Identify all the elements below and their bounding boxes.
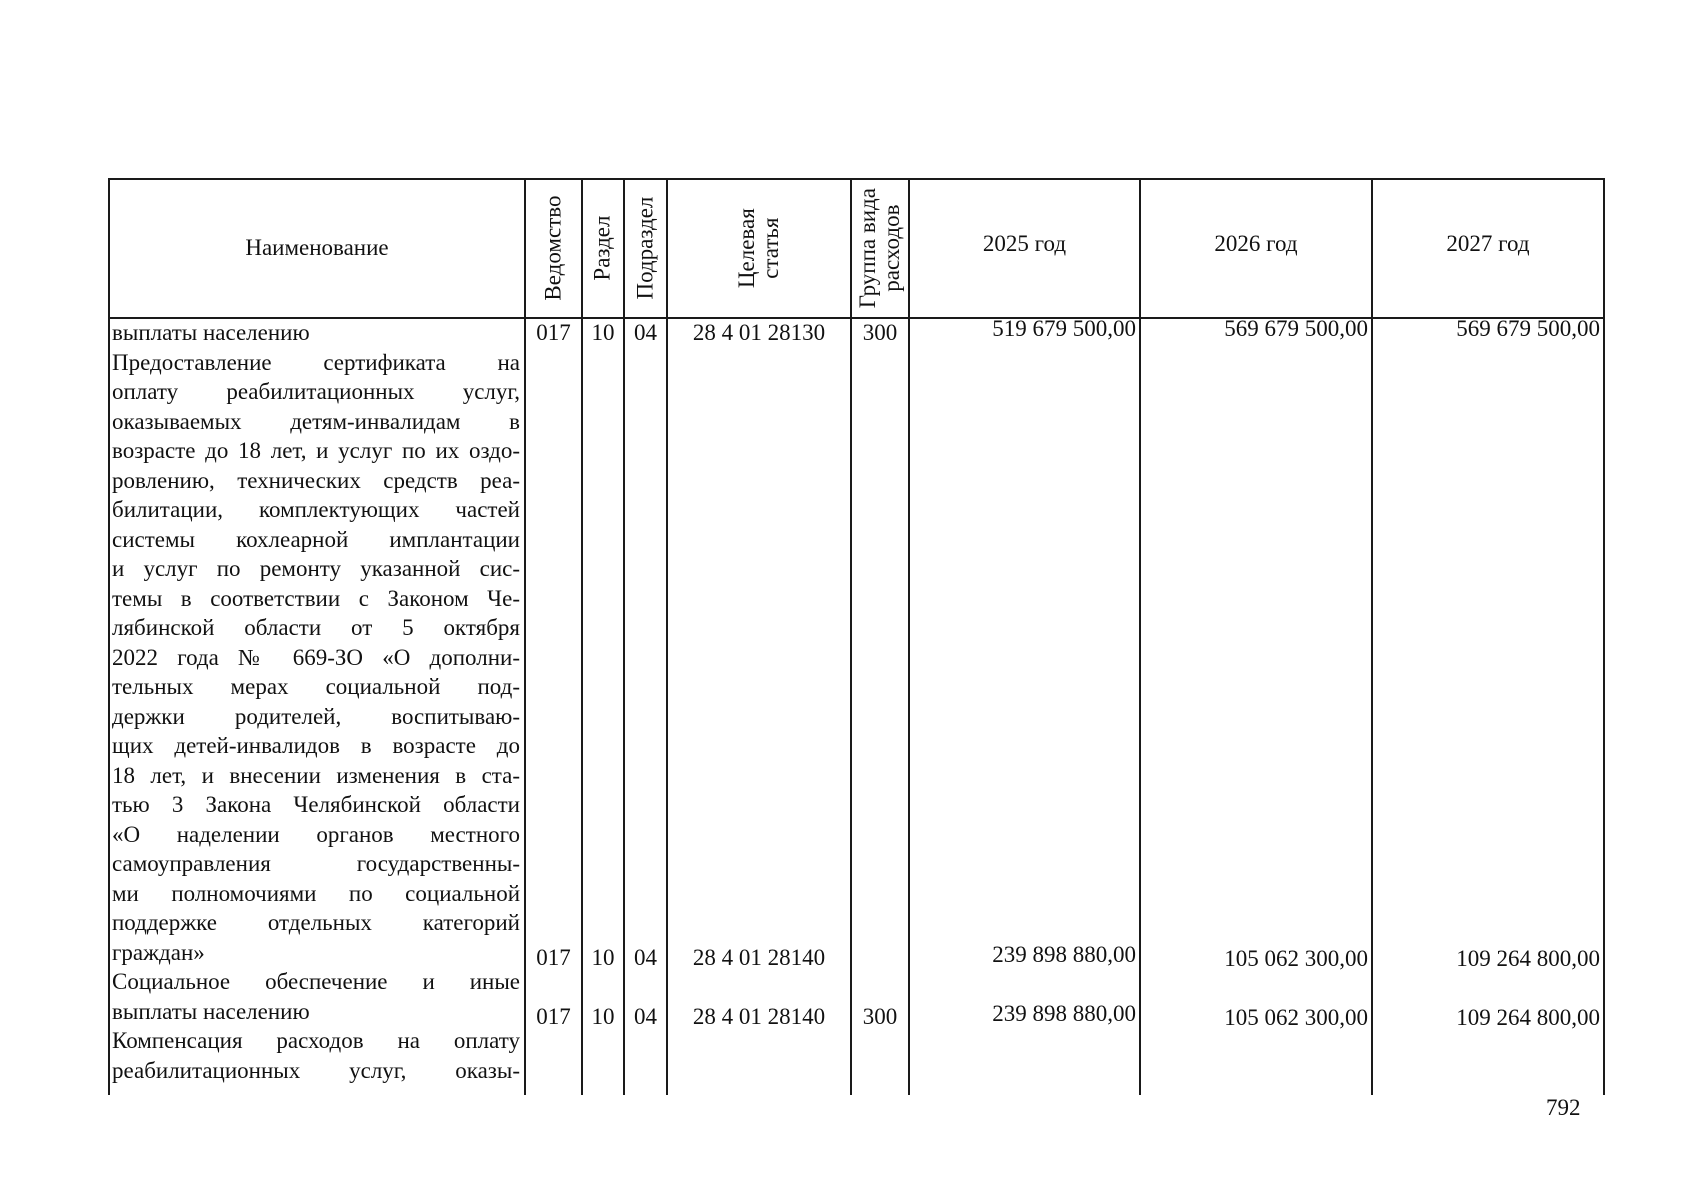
- row1-2027: 569 679 500,00: [1456, 316, 1600, 341]
- col-border-right: [1603, 178, 1605, 1095]
- header-gruppa-line2: расходов: [879, 204, 905, 293]
- row1-razdel: 10: [591, 320, 615, 345]
- name-line: системы кохлеарной имплантации: [112, 526, 520, 552]
- header-podrazdel-text: Подраздел: [632, 197, 658, 300]
- page-number: 792: [1546, 1095, 1581, 1120]
- row3-2027: 109 264 800,00: [1456, 1005, 1600, 1030]
- name-line: реабилитационных услуг, оказы-: [112, 1057, 520, 1083]
- header-razdel: [583, 180, 623, 317]
- row1-podrazdel: 04: [634, 320, 657, 345]
- row1-2026: 569 679 500,00: [1224, 316, 1368, 341]
- name-line: Социальное обеспечение и иные: [112, 969, 520, 994]
- name-line: 2022 года № 669-ЗО «О дополни-: [112, 644, 520, 670]
- header-name-text: Наименование: [245, 235, 389, 261]
- row1-celevaya: 28 4 01 28130: [692, 320, 826, 345]
- header-celevaya-text: [735, 209, 783, 289]
- header-vedomstvo: [526, 180, 581, 317]
- header-gruppa-text: [856, 188, 904, 308]
- header-razdel-text: Раздел: [589, 215, 615, 282]
- name-line: самоуправления государственны-: [112, 851, 520, 876]
- name-line: билитации, комплектующих частей: [112, 497, 520, 522]
- header-2027: [1373, 180, 1603, 317]
- row1-2025: 519 679 500,00: [992, 316, 1136, 341]
- header-2025-text: 2025 год: [982, 231, 1067, 256]
- row3-gruppa: 300: [862, 1004, 898, 1029]
- row2-2027: 109 264 800,00: [1456, 946, 1600, 971]
- header-2025: [910, 180, 1139, 317]
- header-vedomstvo-text: Ведомство: [540, 195, 566, 302]
- row1-vedomstvo: 017: [536, 320, 571, 345]
- name-line: Предоставление сертификата на: [112, 349, 520, 375]
- header-celevaya-line1: Целевая: [733, 208, 759, 289]
- header-podrazdel: [625, 180, 666, 317]
- name-line: тью 3 Закона Челябинской области: [112, 792, 520, 817]
- name-line: держки родителей, воспитываю-: [112, 703, 520, 729]
- name-line: ровлению, технических средств реа-: [112, 467, 520, 493]
- row3-vedomstvo: 017: [536, 1004, 571, 1029]
- name-line: выплаты населению: [112, 320, 310, 345]
- name-line: тельных мерах социальной под-: [112, 674, 520, 699]
- name-line: щих детей-инвалидов в возрасте до: [112, 733, 520, 758]
- name-column: [112, 318, 520, 1085]
- header-2027-text: 2027 год: [1446, 231, 1530, 256]
- row3-razdel: 10: [591, 1004, 615, 1029]
- header-celevaya: [668, 180, 850, 317]
- header-2026-text: 2026 год: [1214, 231, 1298, 256]
- header-name: [110, 180, 524, 317]
- name-line: Компенсация расходов на оплату: [112, 1028, 520, 1053]
- row3-2026: 105 062 300,00: [1224, 1005, 1368, 1030]
- row2-vedomstvo: 017: [536, 945, 571, 970]
- row2-2025: 239 898 880,00: [992, 942, 1136, 967]
- name-line: 18 лет, и внесении изменения в ста-: [112, 762, 520, 788]
- row3-podrazdel: 04: [634, 1004, 657, 1029]
- row3-2025: 239 898 880,00: [992, 1001, 1136, 1026]
- name-line: темы в соответствии с Законом Че-: [112, 585, 520, 611]
- header-celevaya-line2: статья: [757, 217, 783, 280]
- row2-razdel: 10: [591, 945, 615, 970]
- name-line: лябинской области от 5 октября: [112, 615, 520, 640]
- row2-2026: 105 062 300,00: [1224, 946, 1368, 971]
- header-gruppa: [852, 180, 908, 317]
- name-line: оплату реабилитационных услуг,: [112, 379, 520, 404]
- name-line: оказываемых детям-инвалидам в: [112, 408, 520, 434]
- header-gruppa-line1: Группа вида: [854, 188, 880, 309]
- name-line: ми полномочиями по социальной: [112, 880, 520, 906]
- row1-gruppa: 300: [862, 320, 898, 345]
- row2-podrazdel: 04: [634, 945, 657, 970]
- name-line: возрасте до 18 лет, и услуг по их оздо-: [112, 438, 520, 463]
- name-line: и услуг по ремонту указанной сис-: [112, 556, 520, 581]
- name-line: граждан»: [112, 939, 205, 965]
- name-line: поддержке отдельных категорий: [112, 910, 520, 935]
- name-line: «О наделении органов местного: [112, 821, 520, 847]
- header-2026: [1141, 180, 1371, 317]
- row3-celevaya: 28 4 01 28140: [692, 1004, 826, 1029]
- row2-celevaya: 28 4 01 28140: [692, 945, 826, 970]
- name-line: выплаты населению: [112, 998, 310, 1024]
